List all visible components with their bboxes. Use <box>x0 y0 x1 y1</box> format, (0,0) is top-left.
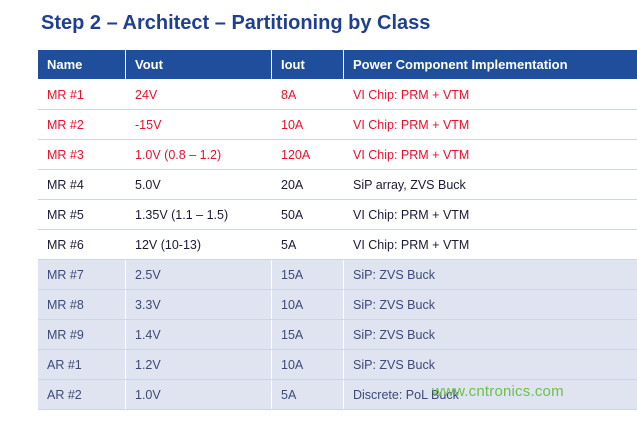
table-row <box>38 320 637 350</box>
watermark: www.cntronics.com <box>432 383 564 400</box>
cell-implementation: SiP: ZVS Buck <box>344 290 637 320</box>
cell-implementation: SiP array, ZVS Buck <box>344 170 637 200</box>
cell-vout: 1.0V <box>126 380 272 410</box>
column-header-implementation: Power Component Implementation <box>344 50 637 80</box>
page-title: Step 2 – Architect – Partitioning by Class <box>41 12 431 34</box>
table-header <box>38 50 637 80</box>
table-body <box>38 80 637 410</box>
cell-name: MR #5 <box>38 200 126 230</box>
partitioning-table-container <box>38 50 600 410</box>
table-row <box>38 80 637 110</box>
cell-name: MR #9 <box>38 320 126 350</box>
cell-name: MR #1 <box>38 80 126 110</box>
table-row <box>38 170 637 200</box>
cell-implementation: VI Chip: PRM + VTM <box>344 230 637 260</box>
table-header-row <box>38 50 637 80</box>
cell-implementation: VI Chip: PRM + VTM <box>344 80 637 110</box>
column-header-iout: Iout <box>272 50 344 80</box>
cell-iout: 15A <box>272 260 344 290</box>
cell-name: AR #2 <box>38 380 126 410</box>
cell-implementation: VI Chip: PRM + VTM <box>344 140 637 170</box>
table-row <box>38 380 637 410</box>
cell-name: MR #8 <box>38 290 126 320</box>
cell-vout: -15V <box>126 110 272 140</box>
cell-iout: 10A <box>272 290 344 320</box>
cell-iout: 50A <box>272 200 344 230</box>
table-row <box>38 290 637 320</box>
column-header-vout: Vout <box>126 50 272 80</box>
table-row <box>38 110 637 140</box>
cell-vout: 5.0V <box>126 170 272 200</box>
cell-iout: 5A <box>272 230 344 260</box>
cell-iout: 15A <box>272 320 344 350</box>
cell-vout: 1.2V <box>126 350 272 380</box>
cell-iout: 10A <box>272 110 344 140</box>
cell-iout: 5A <box>272 380 344 410</box>
cell-implementation: Discrete: PoL Buck <box>344 380 637 410</box>
cell-name: MR #4 <box>38 170 126 200</box>
cell-vout: 1.0V (0.8 – 1.2) <box>126 140 272 170</box>
cell-iout: 120A <box>272 140 344 170</box>
cell-implementation: VI Chip: PRM + VTM <box>344 110 637 140</box>
cell-vout: 1.4V <box>126 320 272 350</box>
cell-vout: 12V (10-13) <box>126 230 272 260</box>
cell-iout: 20A <box>272 170 344 200</box>
partitioning-table <box>38 50 637 410</box>
table-row <box>38 350 637 380</box>
cell-vout: 1.35V (1.1 – 1.5) <box>126 200 272 230</box>
table-row <box>38 140 637 170</box>
cell-vout: 24V <box>126 80 272 110</box>
cell-implementation: VI Chip: PRM + VTM <box>344 200 637 230</box>
cell-name: MR #3 <box>38 140 126 170</box>
table-row <box>38 200 637 230</box>
cell-iout: 8A <box>272 80 344 110</box>
table-row <box>38 230 637 260</box>
cell-implementation: SiP: ZVS Buck <box>344 260 637 290</box>
cell-vout: 2.5V <box>126 260 272 290</box>
cell-name: AR #1 <box>38 350 126 380</box>
cell-implementation: SiP: ZVS Buck <box>344 350 637 380</box>
cell-name: MR #7 <box>38 260 126 290</box>
cell-implementation: SiP: ZVS Buck <box>344 320 637 350</box>
cell-iout: 10A <box>272 350 344 380</box>
column-header-name: Name <box>38 50 126 80</box>
cell-name: MR #2 <box>38 110 126 140</box>
table-row <box>38 260 637 290</box>
cell-vout: 3.3V <box>126 290 272 320</box>
cell-name: MR #6 <box>38 230 126 260</box>
